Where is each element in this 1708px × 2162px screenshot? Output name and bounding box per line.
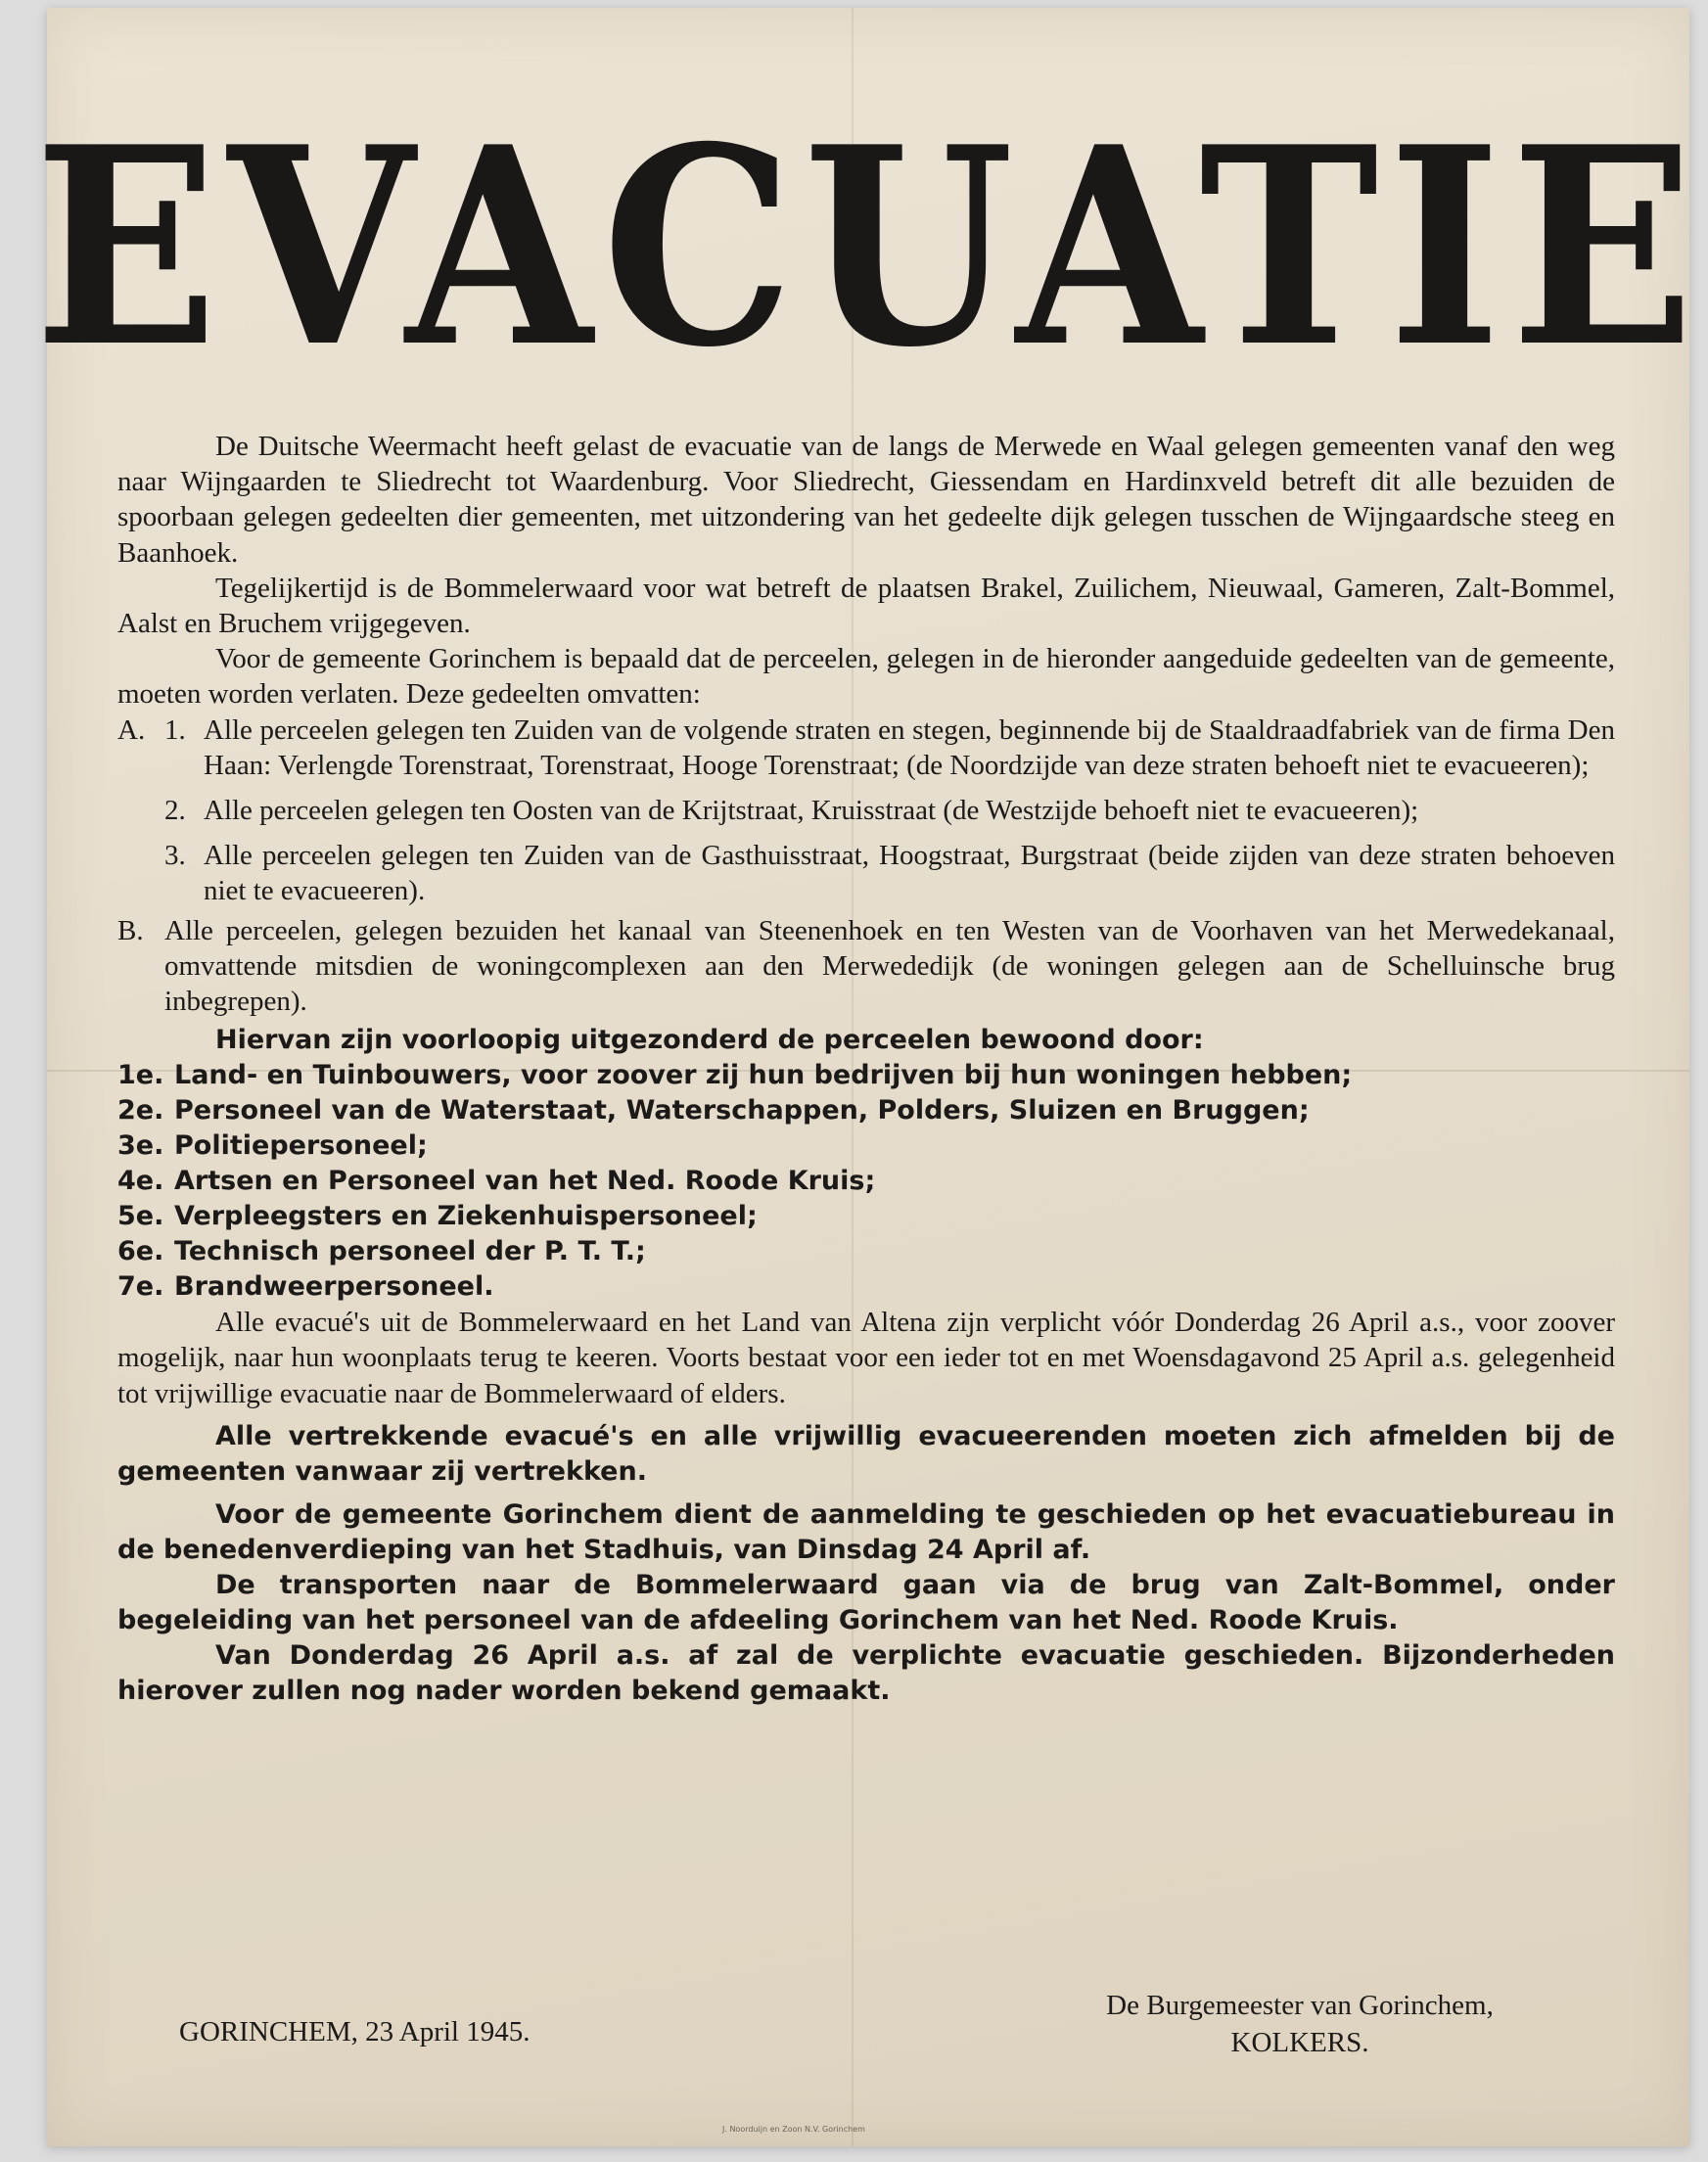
exception-text: Brandweerpersoneel. bbox=[174, 1271, 494, 1303]
section-a bbox=[117, 713, 1615, 909]
exception-item bbox=[117, 1269, 1615, 1305]
exception-item bbox=[117, 1199, 1615, 1234]
exception-number: 7e. bbox=[117, 1271, 164, 1303]
item-number: 1. bbox=[164, 713, 186, 746]
exception-item bbox=[117, 1128, 1615, 1164]
exception-text: Politiepersoneel; bbox=[174, 1130, 428, 1162]
gorinchem-paragraph: Voor de gemeente Gorinchem is bepaald dat de perceelen, gelegen in de hieronder aangeduide gedeelten van de gemeente, moeten worden verlaten. Deze gedeelten omvatten: bbox=[117, 643, 1615, 711]
exception-text: Land- en Tuinbouwers, voor zoover zij hun bedrijven bij hun woningen hebben; bbox=[174, 1060, 1353, 1091]
register-paragraph: Voor de gemeente Gorinchem dient de aanmelding te geschieden op het evacuatiebureau in de benedenverdieping van het Stadhuis, van Dinsdag 24 April af. bbox=[117, 1498, 1615, 1565]
bommelerwaard-paragraph: Tegelijkertijd is de Bommelerwaard voor wat betreft de plaatsen Brakel, Zuilichem, Nieuwaal, Gameren, Zalt-Bommel, Aalst en Bruchem vrijgegeven. bbox=[117, 572, 1615, 640]
exceptions-intro: Hiervan zijn voorloopig uitgezonderd de perceelen bewoond door: bbox=[215, 1025, 1204, 1056]
item-text: Alle perceelen gelegen ten Zuiden van de Gasthuisstraat, Hoogstraat, Burgstraat (beide zijden van deze straten behoeven niet te evacueeren). bbox=[204, 840, 1615, 907]
section-a-label: A. bbox=[117, 713, 146, 746]
exceptions-list bbox=[117, 1058, 1615, 1305]
depart-paragraph: Alle vertrekkende evacué's en alle vrijwillig evacueerenden moeten zich afmelden bij de gemeenten vanwaar zij vertrekken. bbox=[117, 1420, 1615, 1487]
exception-number: 6e. bbox=[117, 1236, 164, 1267]
item-text: Alle perceelen gelegen ten Zuiden van de volgende straten en stegen, beginnende bij de Staaldraadfabriek van de firma Den Haan: Verlengde Torenstraat, Torenstraat, Hooge Torenstraat; (de Noordzijde van deze straten behoeft niet te evacueeren); bbox=[204, 713, 1615, 781]
exception-text: Artsen en Personeel van het Ned. Roode Kruis; bbox=[174, 1166, 876, 1197]
item-number: 2. bbox=[164, 795, 186, 827]
poster-title: EVACUATIE bbox=[34, 88, 1704, 408]
exception-text: Personeel van de Waterstaat, Waterschappen, Polders, Sluizen en Bruggen; bbox=[174, 1095, 1310, 1127]
return-paragraph: Alle evacué's uit de Bommelerwaard en het Land van Altena zijn verplicht vóór Donderdag 26 April a.s., voor zoover mogelijk, naar hun woonplaats terug te keeren. Voorts bestaat voor een ieder tot en met Woensdagavond 25 April a.s. gelegenheid tot vrijwillige evacuatie naar de Bommelerwaard of elders. bbox=[117, 1307, 1615, 1409]
section-a-item bbox=[164, 838, 1615, 908]
exception-number: 4e. bbox=[117, 1166, 164, 1197]
exception-number: 5e. bbox=[117, 1201, 164, 1232]
exception-number: 2e. bbox=[117, 1095, 164, 1127]
final-paragraph: Van Donderdag 26 April a.s. af zal de verplichte evacuatie geschieden. Bijzonderheden hierover zullen nog nader worden bekend gemaakt. bbox=[117, 1639, 1615, 1706]
signature-block bbox=[1026, 1987, 1574, 2061]
signatory-name: KOLKERS. bbox=[1230, 2027, 1369, 2058]
section-b-text: Alle perceelen, gelegen bezuiden het kanaal van Steenenhoek en ten Westen van de Voorhaven van het Merwedekanaal, omvattende mitsdien de woningcomplexen aan den Merwededijk (de woningen gelegen aan de Schelluinsche brug inbegrepen). bbox=[164, 914, 1615, 1018]
transport-paragraph: De transporten naar de Bommelerwaard gaan via de brug van Zalt-Bommel, onder begeleiding van het personeel van de afdeeling Gorinchem van het Ned. Roode Kruis. bbox=[117, 1569, 1615, 1635]
signatory-title: De Burgemeester van Gorinchem, bbox=[1106, 1990, 1494, 2021]
place-and-date: GORINCHEM, 23 April 1945. bbox=[179, 2016, 531, 2047]
section-a-item bbox=[164, 713, 1615, 783]
exception-number: 1e. bbox=[117, 1060, 164, 1091]
intro-paragraph: De Duitsche Weermacht heeft gelast de evacuatie van de langs de Merwede en Waal gelegen gemeenten vanaf den weg naar Wijngaarden te Sliedrecht tot Waardenburg. Voor Sliedrecht, Giessendam en Hardinxveld betreft dit alle bezuiden de spoorbaan gelegen gedeelten dier gemeenten, met uitzondering van het gedeelte dijk gelegen tusschen de Wijngaardsche steeg en Baanhoek. bbox=[117, 431, 1615, 569]
section-b bbox=[117, 913, 1615, 1020]
poster-body bbox=[117, 429, 1615, 1709]
exception-item bbox=[117, 1058, 1615, 1093]
exception-text: Verpleegsters en Ziekenhuispersoneel; bbox=[174, 1201, 758, 1232]
item-number: 3. bbox=[164, 840, 186, 872]
exception-item bbox=[117, 1164, 1615, 1199]
exception-item bbox=[117, 1093, 1615, 1128]
poster-sheet bbox=[34, 8, 1704, 2146]
exception-number: 3e. bbox=[117, 1130, 164, 1162]
exception-item bbox=[117, 1234, 1615, 1269]
item-text: Alle perceelen gelegen ten Oosten van de Krijtstraat, Kruisstraat (de Westzijde behoeft niet te evacueeren); bbox=[204, 795, 1419, 827]
exception-text: Technisch personeel der P. T. T.; bbox=[174, 1236, 646, 1267]
section-a-item bbox=[164, 793, 1615, 828]
printer-imprint: J. Noorduijn en Zoon N.V. Gorinchem bbox=[722, 2125, 865, 2134]
section-b-label: B. bbox=[117, 914, 144, 946]
